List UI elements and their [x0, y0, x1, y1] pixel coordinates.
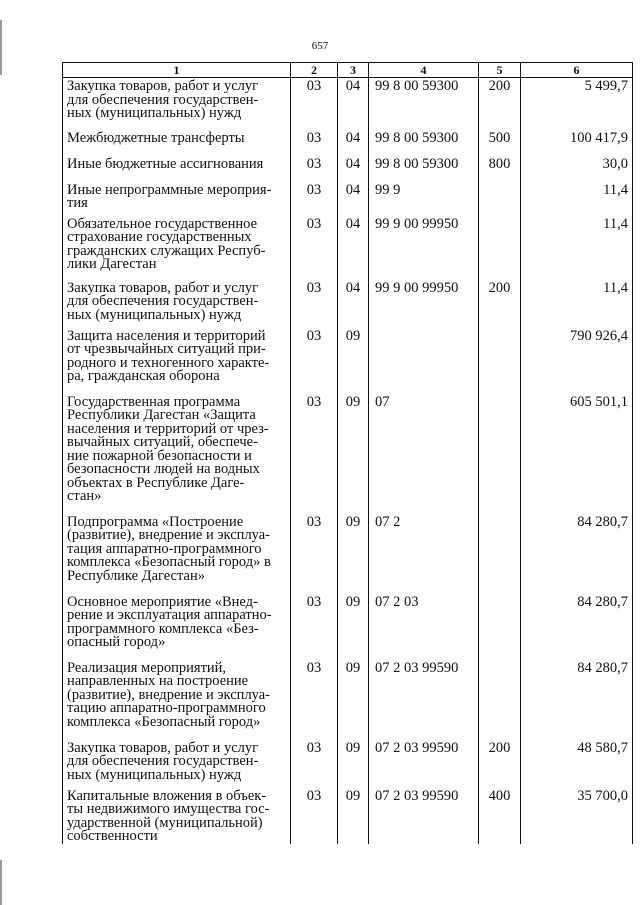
- row-expense-type: [479, 78, 521, 130]
- row-title: [63, 216, 291, 280]
- row-expense-type-text: 200: [488, 78, 511, 94]
- row-title-text: Государственная программа Республики Дагестан «Защита населения и территорий от чрез- вычайных ситуаций, обеспече- ние пожарной безопасности и безопасности людей на водных объектах в Республике Даге- стан»: [67, 393, 269, 504]
- row-expense-type-text: 200: [488, 739, 511, 756]
- row-section-code: [291, 130, 338, 156]
- row-amount: [521, 78, 633, 130]
- row-target-code: [369, 216, 479, 280]
- row-amount-text: 11,4: [603, 279, 628, 296]
- row-section-code-text: 03: [306, 327, 322, 344]
- row-subsection-code-text: 04: [345, 155, 361, 172]
- table-row: [63, 740, 633, 788]
- table-row: [63, 78, 633, 130]
- row-target-code: [369, 788, 479, 844]
- row-expense-type: [479, 394, 521, 514]
- row-section-code: [291, 594, 338, 660]
- row-amount-text: 84 280,7: [577, 513, 628, 530]
- row-amount: [521, 280, 633, 328]
- row-target-code-text: 99 9 00 99950: [375, 215, 459, 232]
- row-section-code: [291, 660, 338, 740]
- row-title: [63, 394, 291, 514]
- row-title: [63, 182, 291, 216]
- row-title-text: Иные непрограммные мероприя- тия: [67, 181, 272, 211]
- row-expense-type-text: 400: [488, 787, 511, 804]
- row-target-code: [369, 182, 479, 216]
- row-subsection-code: [338, 514, 369, 594]
- row-title: [63, 280, 291, 328]
- table-row: [63, 130, 633, 156]
- row-subsection-code: [338, 394, 369, 514]
- row-amount: [521, 182, 633, 216]
- table-row: [63, 394, 633, 514]
- row-amount: [521, 660, 633, 740]
- row-section-code-text: 03: [306, 78, 322, 94]
- row-amount-text: 48 580,7: [577, 739, 628, 756]
- row-expense-type: [479, 514, 521, 594]
- row-section-code-text: 03: [306, 155, 322, 172]
- row-target-code: [369, 328, 479, 394]
- row-target-code-text: 07 2 03 99590: [375, 739, 459, 756]
- row-amount-text: 84 280,7: [577, 593, 628, 610]
- row-subsection-code: [338, 182, 369, 216]
- row-amount-text: 790 926,4: [570, 327, 628, 344]
- row-expense-type-text: 200: [488, 279, 511, 296]
- row-subsection-code-text: 04: [345, 215, 361, 232]
- row-title: [63, 514, 291, 594]
- row-target-code-text: 07 2 03 99590: [375, 659, 459, 676]
- row-target-code: [369, 660, 479, 740]
- row-title: [63, 594, 291, 660]
- table-row: [63, 594, 633, 660]
- row-expense-type-text: 800: [488, 155, 511, 172]
- row-section-code: [291, 216, 338, 280]
- row-section-code-text: 03: [306, 393, 322, 410]
- row-amount-text: 100 417,9: [570, 129, 628, 146]
- table-row: [63, 788, 633, 844]
- row-title-text: Обязательное государственное страхование государственных гражданских служащих Респуб- лики Дагестан: [67, 215, 266, 272]
- row-title: [63, 156, 291, 182]
- row-target-code-text: 07: [375, 393, 390, 410]
- row-title-text: Закупка товаров, работ и услуг для обеспечения государствен- ных (муниципальных) нужд: [67, 739, 259, 783]
- row-subsection-code: [338, 740, 369, 788]
- row-amount: [521, 594, 633, 660]
- row-title-text: Закупка товаров, работ и услуг для обеспечения государствен- ных (муниципальных) нужд: [67, 78, 259, 121]
- row-section-code: [291, 328, 338, 394]
- row-section-code-text: 03: [306, 215, 322, 232]
- row-section-code: [291, 740, 338, 788]
- header-col-6: 6: [521, 63, 633, 78]
- table-row: [63, 514, 633, 594]
- row-section-code: [291, 280, 338, 328]
- row-subsection-code-text: 04: [345, 279, 361, 296]
- row-section-code: [291, 182, 338, 216]
- row-subsection-code: [338, 216, 369, 280]
- table-row: [63, 216, 633, 280]
- row-amount-text: 30,0: [602, 155, 628, 172]
- header-col-4: 4: [369, 63, 479, 78]
- row-expense-type-text: 500: [488, 129, 511, 146]
- row-subsection-code: [338, 280, 369, 328]
- row-title: [63, 130, 291, 156]
- row-section-code: [291, 78, 338, 130]
- row-subsection-code-text: 04: [345, 129, 361, 146]
- row-expense-type: [479, 788, 521, 844]
- row-target-code: [369, 156, 479, 182]
- row-amount: [521, 216, 633, 280]
- row-section-code-text: 03: [306, 181, 322, 198]
- row-expense-type: [479, 216, 521, 280]
- row-amount-text: 605 501,1: [570, 393, 628, 410]
- row-subsection-code: [338, 594, 369, 660]
- row-subsection-code-text: 09: [345, 513, 361, 530]
- table-row: [63, 328, 633, 394]
- row-expense-type: [479, 182, 521, 216]
- row-title: [63, 788, 291, 844]
- table-body: [63, 78, 633, 844]
- row-title-text: Реализация мероприятий, направленных на построение (развитие), внедрение и эксплуа- тацию аппаратно-программного комплекса «Безопасный город»: [67, 659, 270, 730]
- budget-table: [62, 62, 633, 844]
- row-section-code: [291, 514, 338, 594]
- row-amount-text: 35 700,0: [577, 787, 628, 804]
- row-amount: [521, 788, 633, 844]
- table-row: [63, 156, 633, 182]
- row-amount: [521, 130, 633, 156]
- page-number: 657: [311, 40, 329, 52]
- row-section-code-text: 03: [306, 593, 322, 610]
- row-section-code: [291, 156, 338, 182]
- row-target-code: [369, 514, 479, 594]
- row-subsection-code: [338, 130, 369, 156]
- row-subsection-code-text: 09: [345, 787, 361, 804]
- row-subsection-code: [338, 78, 369, 130]
- row-amount: [521, 156, 633, 182]
- row-title: [63, 328, 291, 394]
- scan-edge-mark: [0, 20, 2, 75]
- row-expense-type: [479, 130, 521, 156]
- row-subsection-code-text: 09: [345, 659, 361, 676]
- row-subsection-code: [338, 788, 369, 844]
- row-title-text: Капитальные вложения в объек- ты недвижимого имущества гос- ударственной (муниципальной) собственности: [67, 787, 270, 844]
- row-amount: [521, 514, 633, 594]
- row-amount-text: 11,4: [603, 215, 628, 232]
- row-subsection-code-text: 09: [345, 327, 361, 344]
- row-amount: [521, 740, 633, 788]
- row-expense-type: [479, 156, 521, 182]
- row-section-code-text: 03: [306, 739, 322, 756]
- row-subsection-code: [338, 660, 369, 740]
- row-amount: [521, 394, 633, 514]
- row-title-text: Иные бюджетные ассигнования: [67, 155, 264, 172]
- header-col-3: 3: [338, 63, 369, 78]
- row-expense-type: [479, 280, 521, 328]
- row-target-code-text: 07 2: [375, 513, 401, 530]
- row-amount-text: 84 280,7: [577, 659, 628, 676]
- row-section-code-text: 03: [306, 279, 322, 296]
- row-amount-text: 5 499,7: [584, 78, 628, 94]
- row-target-code: [369, 740, 479, 788]
- row-target-code-text: 07 2 03 99590: [375, 787, 459, 804]
- row-subsection-code-text: 09: [345, 593, 361, 610]
- row-target-code-text: 99 8 00 59300: [375, 129, 459, 146]
- row-title-text: Основное мероприятие «Внед- рение и эксплуатация аппаратно- программного комплекса «Без- опасный город»: [67, 593, 272, 650]
- row-subsection-code: [338, 156, 369, 182]
- row-target-code: [369, 394, 479, 514]
- row-target-code-text: 99 9 00 99950: [375, 279, 459, 296]
- row-subsection-code-text: 09: [345, 393, 361, 410]
- row-target-code-text: 07 2 03: [375, 593, 419, 610]
- row-expense-type: [479, 660, 521, 740]
- row-target-code: [369, 594, 479, 660]
- table-row: [63, 280, 633, 328]
- row-subsection-code-text: 04: [345, 181, 361, 198]
- row-subsection-code-text: 04: [345, 78, 361, 94]
- table-row: [63, 182, 633, 216]
- row-title: [63, 740, 291, 788]
- row-section-code-text: 03: [306, 659, 322, 676]
- row-target-code-text: 99 8 00 59300: [375, 155, 459, 172]
- row-section-code: [291, 788, 338, 844]
- row-target-code: [369, 280, 479, 328]
- row-section-code-text: 03: [306, 513, 322, 530]
- row-title: [63, 660, 291, 740]
- row-amount: [521, 328, 633, 394]
- row-target-code: [369, 78, 479, 130]
- row-target-code-text: 99 8 00 59300: [375, 78, 459, 94]
- row-section-code-text: 03: [306, 787, 322, 804]
- row-title-text: Закупка товаров, работ и услуг для обеспечения государствен- ных (муниципальных) нужд: [67, 279, 259, 323]
- row-title-text: Подпрограмма «Построение (развитие), внедрение и эксплуа- тация аппаратно-программного комплекса «Безопасный город» в Республике Дагестан»: [67, 513, 271, 584]
- row-subsection-code-text: 09: [345, 739, 361, 756]
- table-row: [63, 660, 633, 740]
- row-target-code-text: 99 9: [375, 181, 401, 198]
- row-amount-text: 11,4: [603, 181, 628, 198]
- row-expense-type: [479, 328, 521, 394]
- row-target-code: [369, 130, 479, 156]
- header-row: [63, 63, 633, 78]
- row-title-text: Межбюджетные трансферты: [67, 129, 245, 146]
- row-expense-type: [479, 594, 521, 660]
- row-section-code-text: 03: [306, 129, 322, 146]
- row-title-text: Защита населения и территорий от чрезвычайных ситуаций при- родного и техногенного характе- ра, гражданская оборона: [67, 327, 270, 384]
- row-title: [63, 78, 291, 130]
- header-col-2: 2: [291, 63, 338, 78]
- header-col-1: 1: [63, 63, 291, 78]
- row-section-code: [291, 394, 338, 514]
- header-col-5: 5: [479, 63, 521, 78]
- row-subsection-code: [338, 328, 369, 394]
- scan-edge-mark: [0, 860, 2, 905]
- row-expense-type: [479, 740, 521, 788]
